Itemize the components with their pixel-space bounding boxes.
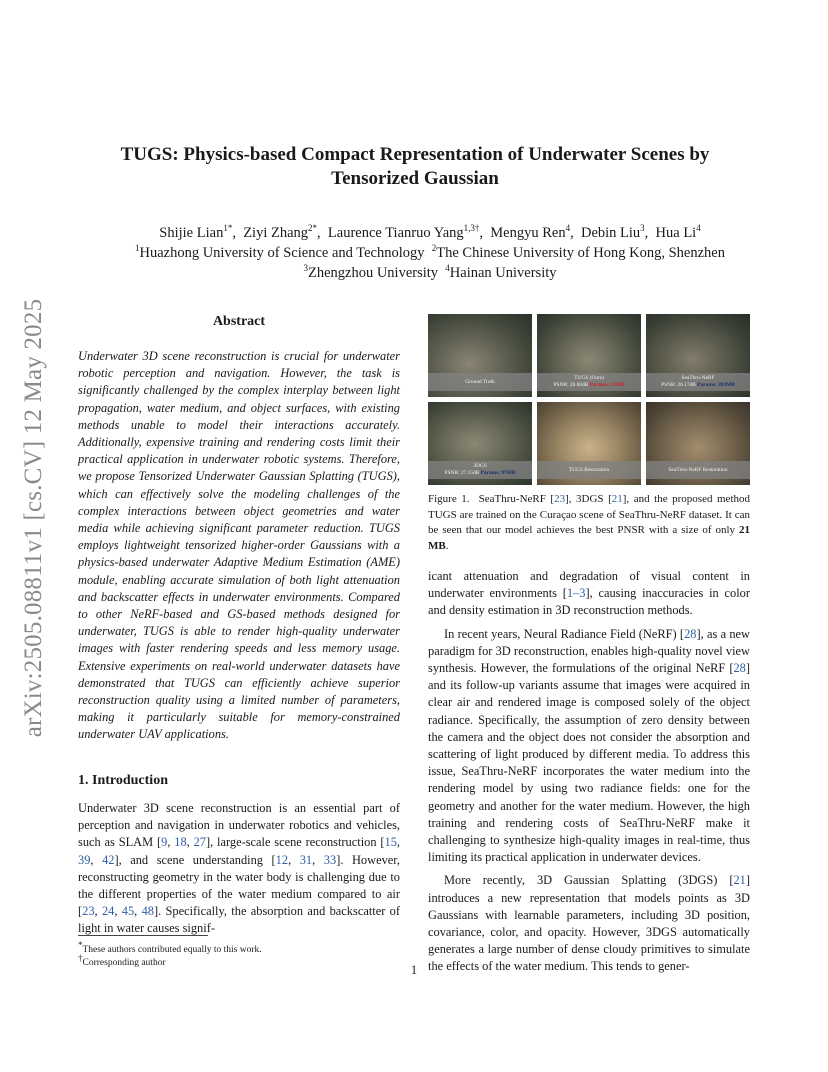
figure-tile-seathru-nerf: SeaThru-NeRF PSNR: 26.17dB Params: 383MB: [646, 314, 750, 397]
citation-link[interactable]: 28: [733, 661, 746, 676]
figure-tile-seathru-nerf-restoration: SeaThru-NeRF Restoration: [646, 402, 750, 485]
body-paragraph-3dgs: More recently, 3D Gaussian Splatting (3DGS) [21] introduces a new representation that models points as 3D Gaussians with learnable parameters, including 3D position, covariance, color, and opacity. However, 3DGS automatically generates a large number of dense cloudy primitives to simulate the effects of the water medium. This tends to gener-: [428, 873, 750, 974]
figure-1-comparison-grid: [428, 314, 750, 486]
right-column-body: [428, 568, 750, 976]
paper-title-line-1: TUGS: Physics-based Compact Representation of Underwater Scenes by: [120, 144, 710, 165]
footnote-divider: [78, 935, 208, 936]
paper-title-line-2: Tensorized Gaussian: [331, 168, 499, 189]
abstract-heading: Abstract: [212, 314, 266, 329]
affiliation-4: Hainan University: [449, 264, 557, 281]
affiliation-line-1: $^1$Huazhong University of Science and Technology $^2$The Chinese University of Hong Kong, Shenzhen: [134, 243, 725, 261]
citation-link[interactable]: 28: [684, 626, 697, 641]
citation-link[interactable]: 24: [101, 904, 115, 919]
arxiv-sidebar-stamp: [12, 278, 56, 758]
citation-link[interactable]: 15: [384, 835, 397, 850]
citation-link[interactable]: 12: [275, 852, 289, 867]
footnote-equal-contribution: *These authors contributed equally to this work.: [78, 940, 262, 956]
citation-link[interactable]: 31: [299, 852, 313, 867]
affiliation-1: Huazhong University of Science and Technology: [139, 244, 425, 261]
citation-link[interactable]: 18: [174, 835, 187, 850]
citation-link[interactable]: 9: [161, 835, 168, 850]
paper-title: [100, 143, 730, 191]
author-2: Ziyi Zhang$^{2*}$: [243, 223, 318, 241]
citation-link[interactable]: 45: [121, 904, 135, 919]
introduction-paragraph: Underwater 3D scene reconstruction is an essential part of perception and navigation in underwater robotics and vehicles, such as SLAM [9, 18, 27], large-scale scene reconstruction [15, 39, 42], and scene understanding [12, 31, 33]. However, reconstructing geometry in the water body is challenging due to the different properties of the water medium compared to air [23, 24, 45, 48]. Specifically, the absorption and backscatter of light in water causes signif-: [78, 801, 400, 936]
author-list: Shijie Lian$^{1*}$, Ziyi Zhang$^{2*}$, Laurence Tianruo Yang$^{1,3\dagger}$, Mengyu Ren$^4$, Debin Liu$^3$, Hua Li$^4$: [159, 223, 701, 241]
abstract-body: [78, 348, 400, 744]
section-heading-introduction: 1. Introduction: [78, 773, 168, 788]
citation-link[interactable]: 1–3: [566, 586, 586, 601]
affiliation-line-2: $^3$Zhengzhou University $^4$Hainan University: [303, 263, 557, 281]
author-4: Mengyu Ren$^4$: [490, 223, 571, 241]
arxiv-identifier: arXiv:2505.08811v1 [cs.CV] 12 May 2025: [20, 298, 47, 738]
abstract-text: Underwater 3D scene reconstruction is crucial for underwater robotic perception and navigation. However, the task is significantly challenged by the complex interplay between light propagation, water medium, and object surfaces, with existing methods unable to model their interactions accurately. Additionally, expensive training and rendering costs limit their practical application in underwater robotic systems. Therefore, we propose Tensorized Underwater Gaussian Splatting (TUGS), which can effectively solve the modeling challenges of the complex interactions between object geometries and water media while achieving significant parameter reduction. TUGS employs lightweight tensorized higher-order Gaussians with a physics-based underwater Adaptive Medium Estimation (AME) module, enabling accurate simulation of both light attenuation and backscatter effects in underwater environments. Compared to other NeRF-based and GS-based methods designed for underwater, TUGS is able to render high-quality underwater images with faster rendering speeds and less memory usage. Extensive experiments on real-world underwater datasets have demonstrated that TUGS can efficiently achieve superior reconstruction quality using a limited number of parameters, making it particularly suitable for memory-constrained underwater UAV applications.: [78, 349, 400, 742]
citation-link[interactable]: 48: [141, 904, 154, 919]
affiliation-3: Zhengzhou University: [307, 264, 439, 281]
author-3: Laurence Tianruo Yang$^{1,3\dagger}$: [327, 223, 480, 241]
figure-tile-ground-truth: Ground Truth: [428, 314, 532, 397]
body-paragraph-nerf: In recent years, Neural Radiance Field (NeRF) [28], as a new paradigm for 3D reconstruction, enables high-quality novel view synthesis. However, the formulations of the original NeRF [28] and its follow-up variants assume that images were acquired in clear air and rendered image is composed solely of the object radiance. Specifically, the assumption of zero density between the camera and the object does not consider the absorption and scattering of light produced by different media. To address this issue, SeaThru-NeRF incorporates the water medium into the rendering model by using two radiance fields: one for the geometry and another for the water medium. However, the high training and rendering costs of SeaThru-NeRF make it challenging to synthesize high-quality images in real-time, thus limiting its practical application in underwater devices.: [428, 626, 750, 865]
figure-tile-tugs-ours: TUGS (Ours) PSNR: 28.60dB Params: 21MB: [537, 314, 641, 397]
figure-tile-3dgs: 3DGS PSNR: 27.15dB Params: 97MB: [428, 402, 532, 485]
author-1: Shijie Lian$^{1*}$: [159, 223, 233, 241]
citation-link[interactable]: 21: [611, 493, 623, 505]
citation-link[interactable]: 39: [78, 852, 91, 867]
citation-link[interactable]: 42: [102, 852, 115, 867]
author-6: Hua Li$^4$: [655, 223, 701, 241]
body-paragraph-continuation: icant attenuation and degradation of visual content in underwater environments [1–3], causing inaccuracies in color and density estimation in 3D reconstruction methods.: [428, 569, 750, 618]
citation-link[interactable]: 27: [193, 835, 206, 850]
figure-tile-tugs-restoration: TUGS Restoration: [537, 402, 641, 485]
citation-link[interactable]: 23: [554, 493, 566, 505]
citation-link[interactable]: 21: [733, 873, 746, 888]
footnote-corresponding-author: †Corresponding author: [78, 953, 166, 969]
affiliation-2: The Chinese University of Hong Kong, Shenzhen: [436, 244, 725, 261]
citation-link[interactable]: 33: [323, 852, 337, 867]
page-number: 1: [410, 963, 418, 977]
author-5: Debin Liu$^3$: [580, 223, 645, 241]
citation-link[interactable]: 23: [82, 904, 95, 919]
figure-label: Figure 1.: [428, 493, 470, 505]
figure-1-caption: Figure 1. SeaThru-NeRF [23], 3DGS [21], and the proposed method TUGS are trained on the Curaçao scene of SeaThru-NeRF dataset. It can be seen that our model achieves the best PNSR with a size of only 21 MB.: [428, 493, 750, 552]
